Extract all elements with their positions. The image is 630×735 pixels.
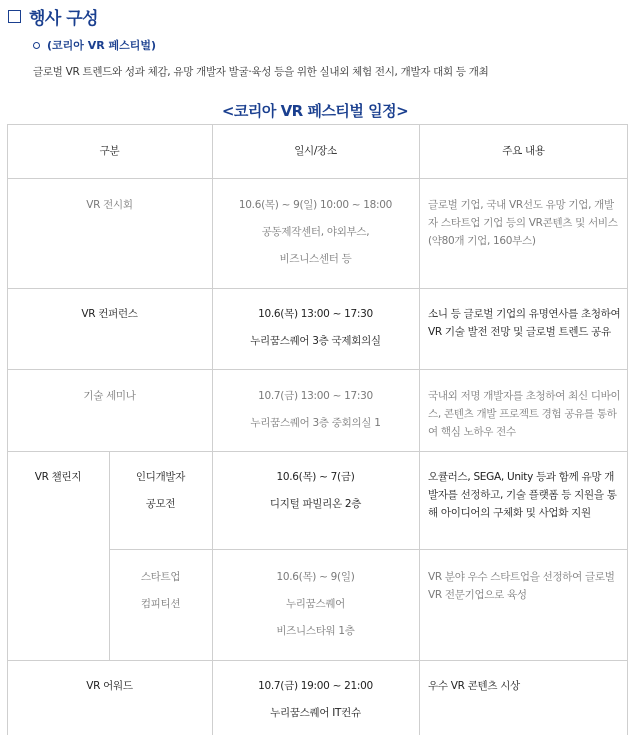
row-content: 글로벌 기업, 국내 VR선도 유망 기업, 개발자 스타트업 기업 등의 VR콘텐츠 및 서비스(약80개 기업, 160부스): [428, 199, 618, 247]
row-content: 소니 등 글로벌 기업의 유명연사를 초청하여 VR 기술 발전 전망 및 글로벌 트렌드 공유: [428, 308, 621, 338]
row-category: 기술 세미나: [83, 390, 136, 402]
header-datetime: 일시/장소: [294, 144, 337, 157]
row-content: 우수 VR 콘텐츠 시상: [428, 680, 520, 692]
row-datetime: 10.6(목) ~ 7(금) 디지털 파빌리온 2층: [269, 471, 362, 510]
row-datetime: 10.6(목) ~ 9(일) 누리꿈스퀘어 비즈니스타워 1층: [276, 571, 355, 637]
table-row: [7, 673, 212, 700]
subsection-title: [33, 37, 156, 53]
header-content: 주요 내용: [502, 144, 545, 157]
table-row: [7, 192, 212, 219]
description-text: 글로벌 VR 트렌드와 성과 체감, 유망 개발자 발굴·육성 등을 위한 실내외 체험 전시, 개발자 대회 등 개최: [33, 66, 489, 78]
row-content: 국내외 저명 개발자를 초청하여 최신 디바이스, 콘텐츠 개발 프로젝트 경험 공유를 통하여 핵심 노하우 전수: [428, 390, 621, 438]
row-content: 오큘러스, SEGA, Unity 등과 함께 유망 개발자를 선정하고, 기술 플랫폼 등 지원을 통해 아이디어의 구체화 및 사업화 지원: [428, 471, 617, 519]
table-row: [7, 464, 109, 491]
row-datetime: 10.7(금) 19:00 ~ 21:00 누리꿈스퀘어 IT컨슈: [258, 680, 373, 719]
schedule-table: [7, 124, 628, 735]
row-subcategory: 인디개발자 공모전: [135, 471, 186, 510]
row-content: VR 분야 우수 스타트업을 선정하여 글로벌 VR 전문기업으로 육성: [428, 571, 615, 601]
section-title: [8, 4, 98, 28]
row-category: VR 전시회: [86, 199, 133, 211]
table-title: <코리아 VR 페스티벌 일정>: [221, 102, 409, 120]
square-bullet-icon: [8, 10, 21, 23]
row-datetime: 10.6(목) 13:00 ~ 17:30 누리꿈스퀘어 3층 국제회의실: [250, 308, 381, 347]
table-row: [7, 301, 212, 328]
row-category: VR 컨퍼런스: [81, 308, 138, 320]
circle-bullet-icon: [33, 42, 40, 49]
table-row: [7, 383, 212, 410]
row-subcategory: 스타트업 컴피티션: [140, 571, 181, 610]
header-category: 구분: [99, 144, 120, 157]
row-category: VR 어워드: [86, 680, 133, 692]
subsection-title-text: (코리아 VR 페스티벌): [47, 39, 157, 52]
row-category: VR 챌린지: [34, 471, 82, 483]
section-title-text: 행사 구성: [29, 8, 99, 29]
row-datetime: 10.6(목) ~ 9(일) 10:00 ~ 18:00 공동제작센터, 야외부스, 비즈니스센터 등: [238, 199, 393, 265]
row-datetime: 10.7(금) 13:00 ~ 17:30 누리꿈스퀘어 3층 중회의실 1: [250, 390, 381, 429]
